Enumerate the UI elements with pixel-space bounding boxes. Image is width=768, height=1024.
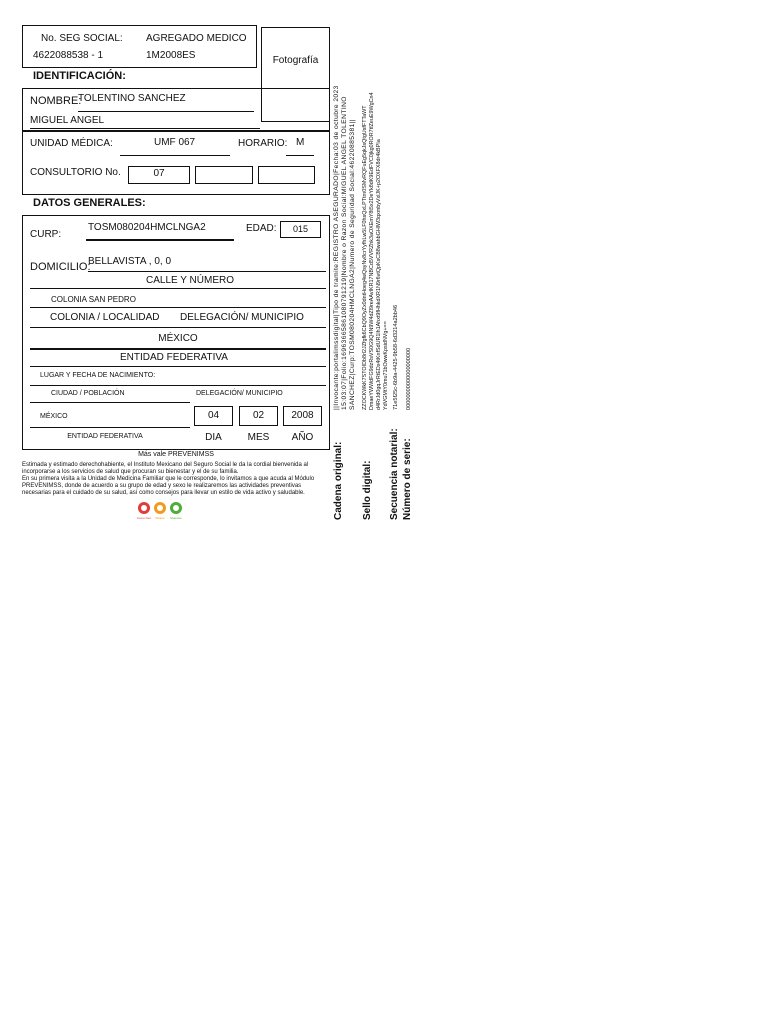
sello-label: Sello digital:: [362, 460, 373, 520]
calle-underline: [30, 288, 326, 289]
sello-line2: DmaeYWWdFG9dzRsVS0G9Q4N9W4dZl9reAAvIKR17NBCd5VVRZhk3aOXEmY8t5x2DeYk8dK9EdFVC0jkg0ROR7tfZeuE9WgCn4: [369, 92, 375, 410]
logo-label-2: Mídete: [155, 516, 165, 520]
edad-value: 015: [292, 224, 309, 234]
photo-label: Fotografía: [272, 55, 319, 66]
delegacion-underline: [30, 327, 326, 328]
intro-paragraph-2: En su primera visita a la Unidad de Medicina Familiar que le corresponde, lo invitamos a que acuda al Módulo PREVENIMSS, donde de acuerdo a su grupo de edad y sexo le realizaremos las actividades preventivas necesarias para el cuidado de su salud, así como consejos para llevar un estilo de vida activo y saludable.: [22, 476, 315, 496]
unidad-underline: [120, 155, 230, 156]
entidad-caption-underline: [30, 366, 326, 367]
identificacion-divider: [22, 130, 330, 132]
identificacion-title: IDENTIFICACIÓN:: [33, 70, 126, 82]
logo-label-1: Come bien: [136, 516, 152, 520]
domicilio-value: BELLAVISTA , 0, 0: [88, 256, 172, 267]
nacimiento-label: LUGAR Y FECHA DE NACIMIENTO:: [40, 372, 156, 379]
secuencia-label: Secuencia notarial:: [389, 428, 400, 520]
consultorio-box-3: [258, 166, 315, 184]
domicilio-underline: [88, 271, 326, 272]
dia-value: 04: [207, 410, 220, 421]
edad-label: EDAD:: [246, 223, 277, 234]
logo-label-3: Muévete: [170, 516, 182, 520]
cadena-line3: SANCHEZ|Curp:TOSM080204HMCLNGA2|Numero de Seguridad Social:46220885381||: [349, 119, 356, 410]
ciudad-caption: CIUDAD / POBLACIÓN: [51, 390, 125, 397]
nacimiento-underline: [30, 385, 326, 386]
sello-line1: ZZOCKWkK7STOIDb8rl2JZfgfk6CbQ9OyZx0dntHoeg4wQsyNv8crYyfhLw5LF0hsQxLPTtrn0SMvRQFuEg5qkJsQtgUsfFTTaWT: [362, 105, 368, 410]
nombre-line1: TOLENTINO SANCHEZ: [78, 93, 186, 104]
dia-label: DIA: [205, 432, 222, 443]
curp-underline: [86, 239, 234, 241]
cadena-label: Cadena original:: [333, 441, 344, 520]
delegacion-caption: DELEGACIÓN/ MUNICIPIO: [180, 312, 304, 323]
domicilio-label: DOMICILIO:: [30, 261, 91, 273]
sello-line4: YdVGMtY0mu71bOwwKpsidNVg+==: [383, 321, 389, 410]
nombre-underline1: [78, 111, 254, 112]
consultorio-box-2: [195, 166, 253, 184]
entidad-nac-caption: ENTIDAD FEDERATIVA: [67, 433, 143, 440]
entidad-underline: [30, 348, 326, 350]
nombre-label: NOMBRE:: [30, 95, 82, 107]
intro-text: [22, 462, 328, 497]
calle-caption: CALLE Y NÚMERO: [146, 275, 234, 286]
unidad-label: UNIDAD MÉDICA:: [30, 138, 113, 149]
horario-label: HORARIO:: [238, 138, 288, 149]
prevenimss-logos: [137, 501, 183, 521]
anio-value: 2008: [291, 410, 314, 421]
nss-value: 4622088538 - 1: [33, 50, 104, 61]
delegacion-caption-small: DELEGACIÓN/ MUNICIPIO: [196, 390, 283, 397]
mes-label: MES: [247, 432, 270, 443]
entidad-caption: ENTIDAD FEDERATIVA: [120, 352, 228, 363]
curp-value: TOSM080204HMCLNGA2: [88, 222, 206, 233]
colonia-value: COLONIA SAN PEDRO: [51, 295, 136, 304]
ciudad-underline: [30, 402, 190, 403]
secuencia-value: 71e5f25c-6b9a-4425-9b58-6d3214a2bb46: [393, 304, 399, 410]
horario-value: M: [296, 137, 305, 148]
cadena-line2: 15:03:07|Folio:16963665861080791219|Nombre o Razon Social:MIGUEL ANGEL TOLENTINO: [341, 96, 348, 410]
horario-underline: [286, 155, 314, 156]
agregado-value: 1M2008ES: [146, 50, 196, 61]
entidad-nac-value: MÉXICO: [40, 413, 68, 420]
sello-line3: d4RrJd0gqJrRtEDx4tKnfSdUR1lh1Ahxt9fHhkdXR1N9r6vtQpKsCB8wahbGHlW3qxmbyVxlJK+p2OXFX8dr4kBPIa: [376, 139, 382, 410]
anio-label: AÑO: [291, 432, 314, 443]
mes-value: 02: [252, 410, 265, 421]
serie-label: Número de serie:: [402, 438, 413, 520]
nss-label: No. SEG SOCIAL:: [41, 33, 123, 44]
agregado-label: AGREGADO MEDICO: [146, 33, 247, 44]
unidad-value: UMF 067: [154, 137, 196, 148]
serie-value: 00000000000000000000: [406, 347, 412, 410]
colonia-caption: COLONIA / LOCALIDAD: [50, 312, 160, 323]
nss-box: [22, 25, 257, 68]
entidad-nac-underline: [30, 427, 190, 428]
consultorio-label: CONSULTORIO No.: [30, 167, 121, 178]
curp-label: CURP:: [30, 229, 62, 240]
entidad-value: MÉXICO: [158, 333, 198, 344]
prevenimss-slogan: Más vale PREVENIMSS: [138, 451, 214, 458]
datos-title: DATOS GENERALES:: [33, 197, 146, 209]
colonia-underline: [30, 307, 326, 308]
consultorio-value: 07: [153, 168, 165, 179]
nombre-underline2: [30, 128, 260, 129]
nombre-line2: MIGUEL ANGEL: [30, 115, 105, 126]
cadena-line1: ||Invocante:portalimssdigital|Tipo de tramite:REGISTRO ASEGURADO|Fecha:03 de octubre 2023: [333, 85, 340, 410]
intro-paragraph-1: Estimada y estimado derechohabiente, el Instituto Mexicano del Seguro Social le da la cordial bienvenida al incorporarse a los servicios de salud que procuran su bienestar y el de su familia.: [22, 462, 309, 475]
